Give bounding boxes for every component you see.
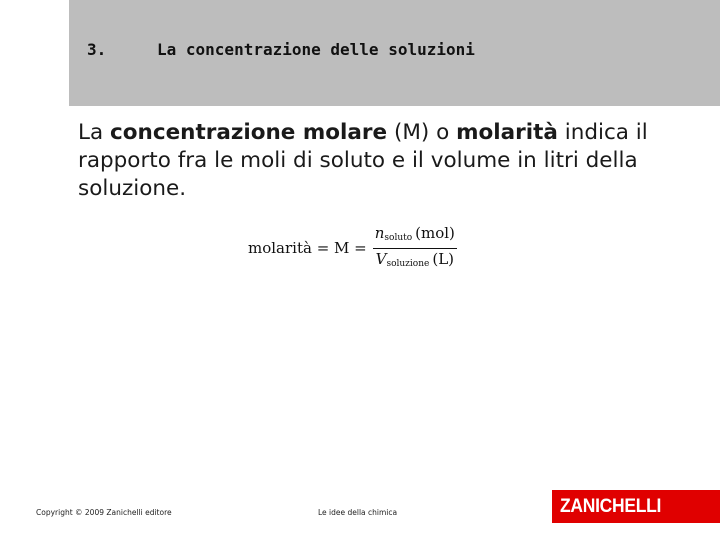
numerator-unit: (mol) (415, 223, 455, 242)
numerator-variable: n (374, 223, 385, 242)
denominator-subscript: soluzione (386, 258, 430, 269)
denominator-variable: V (375, 249, 387, 268)
section-title: La concentrazione delle soluzioni (157, 40, 475, 59)
numerator-subscript: soluto (384, 232, 413, 243)
publisher-logo (552, 490, 720, 523)
formula-numerator (373, 223, 457, 249)
formula-denominator (374, 249, 456, 274)
footer-book-title: Le idee della chimica (318, 508, 398, 517)
formula-fraction (373, 223, 457, 274)
text-fragment: indica il rapporto fra le moli di soluto e il volume in litri della soluzione. (78, 120, 648, 201)
term-concentrazione-molare: concentrazione molare (110, 120, 388, 145)
text-fragment: (M) o (387, 120, 457, 145)
term-molarita: molarità (456, 120, 558, 145)
footer-copyright: Copyright © 2009 Zanichelli editore (36, 508, 172, 517)
molarity-formula (248, 224, 457, 272)
denominator-unit: (L) (432, 249, 455, 268)
formula-lhs: molarità = M = (248, 239, 367, 257)
text-fragment: La (78, 120, 110, 145)
section-number: 3. (87, 40, 107, 59)
definition-paragraph (78, 119, 708, 203)
publisher-logo-text: ZANICHELLI (560, 495, 662, 517)
